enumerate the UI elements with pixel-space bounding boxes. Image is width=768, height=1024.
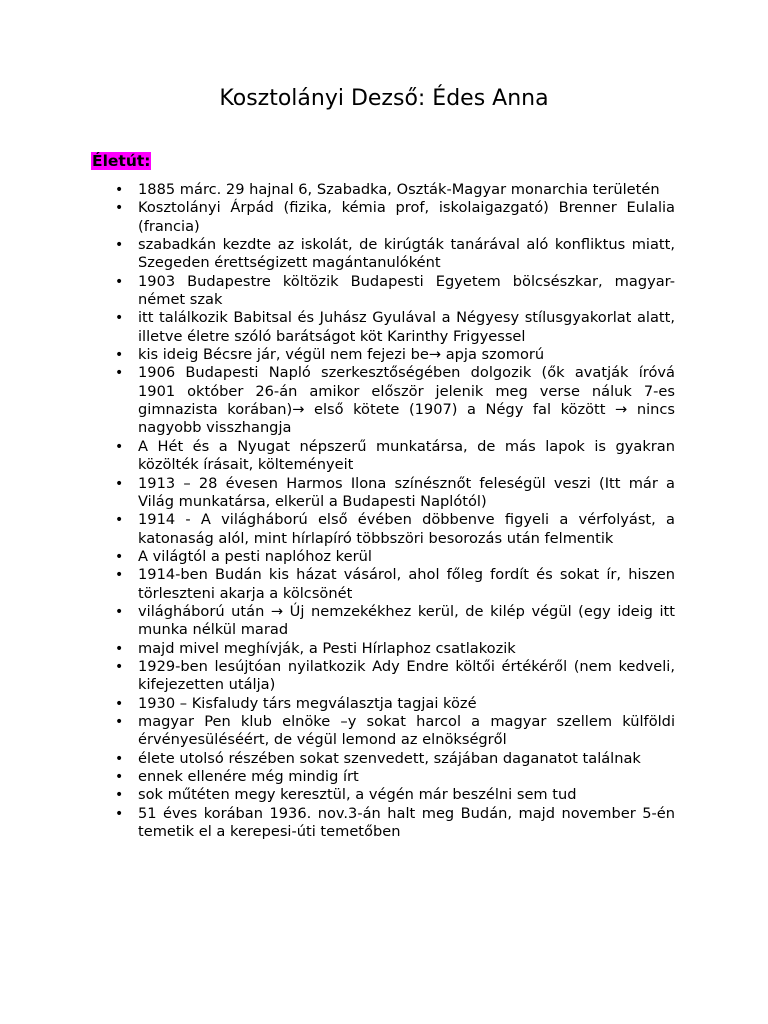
list-item-text: sok műtéten megy keresztül, a végén már beszélni sem tud	[138, 786, 577, 804]
list-item	[0, 181, 768, 199]
list-item	[0, 438, 768, 475]
bullet-icon: •	[115, 713, 124, 730]
list-item-text: élete utolsó részében sokat szenvedett, szájában daganatot találnak	[138, 749, 641, 767]
document-title: Kosztolányi Dezső: Édes Anna	[219, 86, 549, 111]
bullet-icon: •	[115, 365, 124, 382]
list-item	[0, 713, 768, 750]
list-item	[0, 640, 768, 658]
list-item	[0, 768, 768, 786]
list-item	[0, 364, 768, 437]
bullet-icon: •	[115, 347, 124, 364]
list-item-text: Kosztolányi Árpád (fizika, kémia prof, iskolaigazgató) Brenner Eulalia (francia)	[138, 199, 675, 235]
biography-list	[0, 181, 768, 841]
list-item-text: 1903 Budapestre költözik Budapesti Egyetem bölcsészkar, magyar-német szak	[138, 272, 675, 309]
list-item-text: 1913 – 28 évesen Harmos Ilona színésznőt feleségül veszi (Itt már a Világ munkatársa, elkerül a Budapesti Naplótól)	[138, 474, 675, 510]
list-item	[0, 750, 768, 768]
bullet-icon: •	[115, 805, 124, 822]
bullet-icon: •	[115, 769, 124, 785]
list-item	[0, 475, 768, 512]
list-item-text: magyar Pen klub elnöke –y sokat harcol a magyar szellem külföldi érvényesüléséért, de végül lemond az elnökségről	[138, 712, 675, 749]
list-item-text: A világtól a pesti naplóhoz kerül	[138, 547, 372, 565]
bullet-icon: •	[115, 310, 124, 327]
list-item	[0, 658, 768, 695]
bullet-icon: •	[115, 658, 124, 675]
list-item	[0, 805, 768, 842]
bullet-icon: •	[115, 237, 124, 254]
list-item-text: 1930 – Kisfaludy társ megválasztja tagjai közé	[138, 694, 477, 712]
list-item	[0, 603, 768, 640]
section-heading	[91, 150, 151, 172]
list-item	[0, 309, 768, 346]
list-item	[0, 273, 768, 310]
list-item	[0, 346, 768, 364]
list-item-text: ennek ellenére még mindig írt	[138, 768, 359, 785]
bullet-icon: •	[115, 640, 124, 657]
list-item-text: 1914-ben Budán kis házat vásárol, ahol főleg fordít és sokat ír, hiszen törleszteni akarja a kölcsönét	[138, 566, 675, 602]
bullet-icon: •	[115, 512, 124, 529]
bullet-icon: •	[115, 475, 124, 492]
list-item-text: világháború után → Új nemzekékhez kerül, de kilép végül (egy ideig itt munka nélkül marad	[138, 602, 675, 639]
list-item-text: 1914 - A világháború első évében döbbenve figyeli a vérfolyást, a katonaság alól, mint hírlapíró többszöri besorozás után felmentik	[138, 511, 675, 547]
list-item	[0, 695, 768, 713]
list-item-text: 1906 Budapesti Napló szerkesztőségében dolgozik (ők avatják íróvá 1901 október 26-án amikor először jelenik meg verse náluk 7-es gimnazista korában)→ első kötete (1907) a Négy fal között → nincs nagyobb visszhangja	[138, 364, 675, 437]
bullet-icon: •	[115, 750, 124, 767]
bullet-icon: •	[115, 200, 124, 217]
bullet-icon: •	[115, 695, 124, 712]
list-item	[0, 786, 768, 804]
bullet-icon: •	[115, 787, 124, 804]
list-item	[0, 548, 768, 566]
list-item	[0, 511, 768, 548]
list-item-text: 1885 márc. 29 hajnal 6, Szabadka, Oszták-Magyar monarchia területén	[138, 181, 660, 198]
bullet-icon: •	[115, 182, 124, 198]
list-item-text: 51 éves korában 1936. nov.3-án halt meg Budán, majd november 5-én temetik el a kerepesi-úti temetőben	[138, 804, 675, 841]
list-item	[0, 199, 768, 236]
bullet-icon: •	[115, 273, 124, 290]
list-item-text: A Hét és a Nyugat népszerű munkatársa, de más lapok is gyakran közölték írásait, költeményeit	[138, 437, 675, 474]
bullet-icon: •	[115, 548, 124, 565]
bullet-icon: •	[115, 567, 124, 584]
list-item-text: 1929-ben lesújtóan nyilatkozik Ady Endre költői értékéről (nem kedveli, kifejezetten utálja)	[138, 657, 675, 694]
bullet-icon: •	[115, 438, 124, 455]
list-item	[0, 236, 768, 273]
list-item	[0, 566, 768, 603]
list-item-text: szabadkán kezdte az iskolát, de kirúgták tanárával aló konfliktus miatt, Szegeden érettségizett magántanulóként	[138, 236, 675, 272]
list-item-text: itt találkozik Babitsal és Juhász Gyulával a Négyesy stílusgyakorlat alatt, illetve életre szóló barátságot köt Karinthy Frigyessel	[138, 309, 675, 345]
bullet-icon: •	[115, 603, 124, 620]
list-item-text: kis ideig Bécsre jár, végül nem fejezi be→ apja szomorú	[138, 346, 545, 364]
section-heading-highlight: Életút:	[92, 152, 151, 170]
list-item-text: majd mivel meghívják, a Pesti Hírlaphoz csatlakozik	[138, 639, 516, 657]
